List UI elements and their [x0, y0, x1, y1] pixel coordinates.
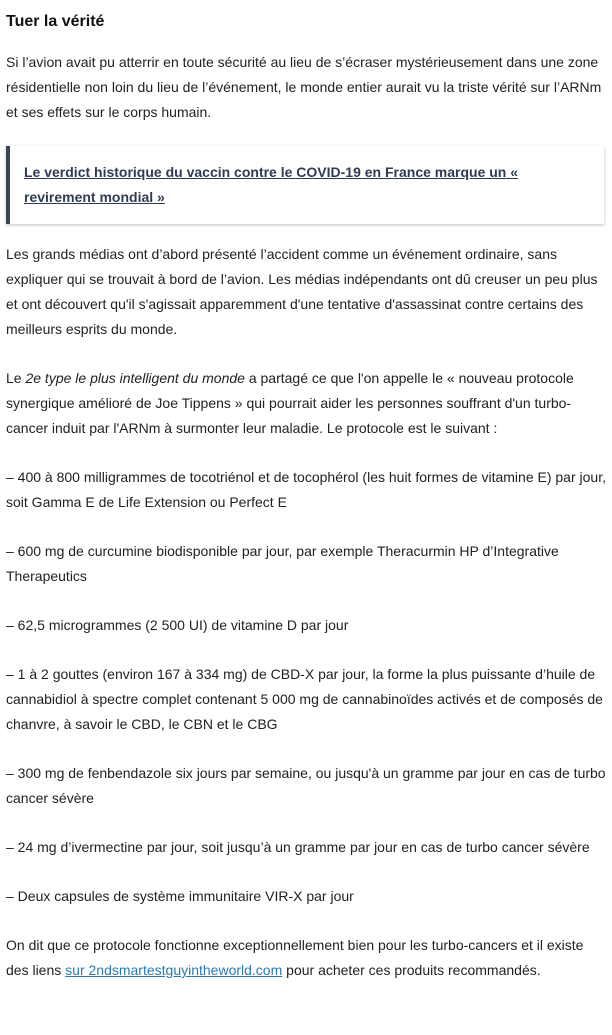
protocol-item-ivermectin: – 24 mg d’ivermectine par jour, soit jusqu’à un gramme par jour en cas de turbo cancer sévère	[6, 839, 590, 855]
protocol-suffix: a partagé ce que l'on appelle le « nouveau protocole synergique amélioré de Joe Tippens » qui pourrait aider les personnes souffrant d'un turbo-cancer induit par l'ARNm à surmonter leur maladie. Le protocole est le suivant :	[6, 370, 574, 436]
article	[0, 11, 612, 983]
closing-suffix: pour acheter ces produits recommandés.	[282, 962, 541, 978]
protocol-item-vitamin-e: – 400 à 800 milligrammes de tocotriénol et de tocophérol (les huit formes de vitamine E) par jour, soit Gamma E de Life Extension ou Perfect E	[6, 469, 606, 510]
related-article-callout	[6, 146, 604, 224]
media-paragraph: Les grands médias ont d’abord présenté l’accident comme un événement ordinaire, sans expliquer qui se trouvait à bord de l’avion. Les médias indépendants ont dû creuser un peu plus et ont découvert qu'il s'agissait apparemment d'une tentative d'assassinat contre certains des meilleurs esprits du monde.	[6, 246, 598, 337]
section-heading: Tuer la vérité	[6, 13, 105, 30]
closing-prefix: On dit que ce protocole fonctionne exceptionnellement bien pour les turbo-cancers et il existe des liens	[6, 937, 584, 978]
closing-paragraph	[6, 933, 606, 983]
protocol-item-cbd: – 1 à 2 gouttes (environ 167 à 334 mg) de CBD-X par jour, la forme la plus puissante d’huile de cannabidiol à spectre complet contenant 5 000 mg de cannabinoïdes activés et de composés de chanvre, à savoir le CBD, le CBN et le CBG	[6, 666, 603, 732]
protocol-item-fenbendazole: – 300 mg de fenbendazole six jours par semaine, ou jusqu'à un gramme par jour en cas de turbo cancer sévère	[6, 765, 606, 806]
protocol-item-vir-x: – Deux capsules de système immunitaire VIR-X par jour	[6, 888, 354, 904]
website-link[interactable]: sur 2ndsmartestguyintheworld.com	[65, 962, 283, 978]
protocol-item-curcumin: – 600 mg de curcumine biodisponible par jour, par exemple Theracurmin HP d’Integrative Therapeutics	[6, 543, 559, 584]
protocol-item-vitamin-d: – 62,5 microgrammes (2 500 UI) de vitamine D par jour	[6, 617, 349, 633]
protocol-prefix: Le	[6, 370, 26, 386]
protocol-emphasis: 2e type le plus intelligent du monde	[25, 370, 245, 386]
protocol-intro-paragraph	[6, 366, 606, 441]
intro-paragraph: Si l’avion avait pu atterrir en toute sécurité au lieu de s’écraser mystérieusement dans une zone résidentielle non loin du lieu de l’événement, le monde entier aurait vu la triste vérité sur l’ARNm et ses effets sur le corps humain.	[6, 54, 602, 120]
related-article-link[interactable]: Le verdict historique du vaccin contre le COVID-19 en France marque un « revirement mondial »	[24, 164, 519, 205]
